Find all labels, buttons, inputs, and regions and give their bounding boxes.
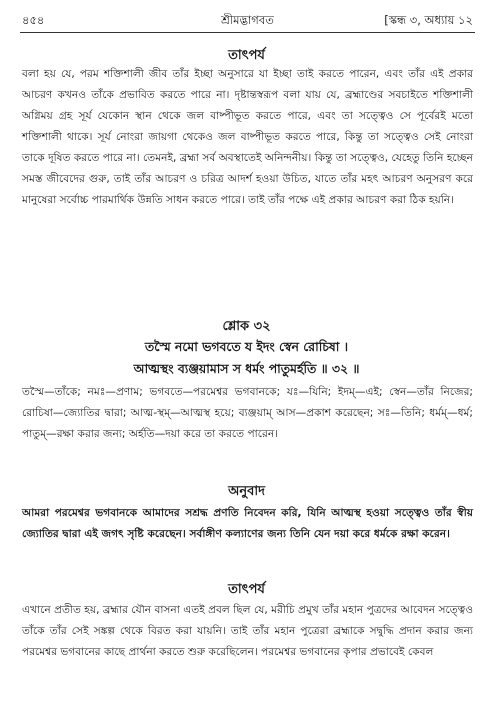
- translation-heading: অনুবাদ: [228, 484, 265, 499]
- verse-heading: শ্লোক ৩২: [222, 319, 271, 334]
- purport-paragraph: বলা হয় যে, পরম শক্তিশালী জীব তাঁর ইচ্ছা অনুসারে যা ইচ্ছা তাই করতে পারেন, এবং তাঁর এই প্রকার আচরণ কখনও তাঁকে প্রভাবিত করতে পারে না। দৃষ্টান্তস্বরূপ বলা যায় যে, ব্রহ্মাণ্ডের সবচাইতে শক্তিশালী অগ্নিময় গ্রহ সূর্য যেকোন স্থান থেকে জল বাষ্পীভূত করতে পারে, এবং তা সত্ত্বেও সে পূর্বেরই মতো শক্তিশালী থাকে। সূর্য নোংরা জায়গা থেকেও জল বাষ্পীভূত করতে পারে, কিন্তু তা সত্ত্বেও সেই নোংরা তাকে দূষিত করতে পারে না। তেমনই, ব্রহ্মা সর্ব অবস্থাতেই অনিন্দনীয়। কিন্তু তা সত্ত্বেও, যেহেতু তিনি হচ্ছেন সমস্ত জীবেদের গুরু, তাই তাঁর আচরণ ও চরিত্র আদর্শ হওয়া উচিত, যাতে তাঁর মহৎ আচরণ অনুসরণ করে মানুষেরা সর্বোচ্চ পারমার্থিক উন্নতি সাধন করতে পারে। তাই তাঁর পক্ষে এই প্রকার আচরণ করা ঠিক হয়নি।: [22, 68, 473, 206]
- synonyms-paragraph: তস্মৈ—তাঁকে; নমঃ—প্রণাম; ভগবতে—পরমেশ্বর ভগবানকে; যঃ—যিনি; ইদম্—এই; স্বেন—তাঁর নিজের; রোচিষা—জ্যোতির দ্বারা; আত্ম-স্থম্—আত্মস্থ হয়ে; ব্যঞ্জয়াম্ আস—প্রকাশ করেছেন; সঃ—তিনি; ধর্মম্—ধর্ম; পাতুম্—রক্ষা করার জন্য; অর্হতি—দয়া করে তা করতে পারেন।: [22, 386, 473, 440]
- book-title: শ্রীমদ্ভাগবত: [221, 13, 274, 27]
- page-number: ৪৫৪: [22, 13, 45, 27]
- translation-paragraph: আমরা পরমেশ্বর ভগবানকে আমাদের সশ্রদ্ধ প্রণতি নিবেদন করি, যিনি আত্মস্থ হওয়া সত্ত্বেও তাঁর স্বীয় জ্যোতির দ্বারা এই জগৎ সৃষ্টি করেছেন। সর্বাঙ্গীণ কল্যাণের জন্য তিনি যেন দয়া করে ধর্মকে রক্ষা করেন।: [22, 507, 473, 540]
- verse-line-2: আত্মস্থং ব্যঞ্জয়ামাস স ধর্মং পাতুমর্হতি ॥ ৩২ ॥: [133, 361, 360, 376]
- header-rule: [20, 32, 475, 33]
- purport-2-paragraph: এখানে প্রতীত হয়, ব্রহ্মার যৌন বাসনা এতই প্রবল ছিল যে, মরীচি প্রমুখ তাঁর মহান পুত্রদের আবেদন সত্ত্বেও তাঁকে তাঁর সেই সঙ্কল্প থেকে বিরত করা যায়নি। তাই তাঁর মহান পুত্রেরা ব্রহ্মাকে সদ্বুদ্ধি প্রদান করার জন্য পরমেশ্বর ভগবানের কাছে প্রার্থনা করতে শুরু করেছিলেন। পরমেশ্বর ভগবানের কৃপার প্রভাবেই কেবল: [22, 604, 473, 658]
- chapter-reference: [স্কন্ধ ৩, অধ্যায় ১২: [384, 13, 473, 27]
- purport-heading: তাৎপর্য: [228, 48, 265, 63]
- verse-line-1: তস্মৈ নমো ভগবতে য ইদং স্বেন রোচিষা ।: [144, 339, 349, 354]
- page-header: [22, 12, 473, 34]
- purport-2-heading: তাৎপর্য: [228, 582, 265, 597]
